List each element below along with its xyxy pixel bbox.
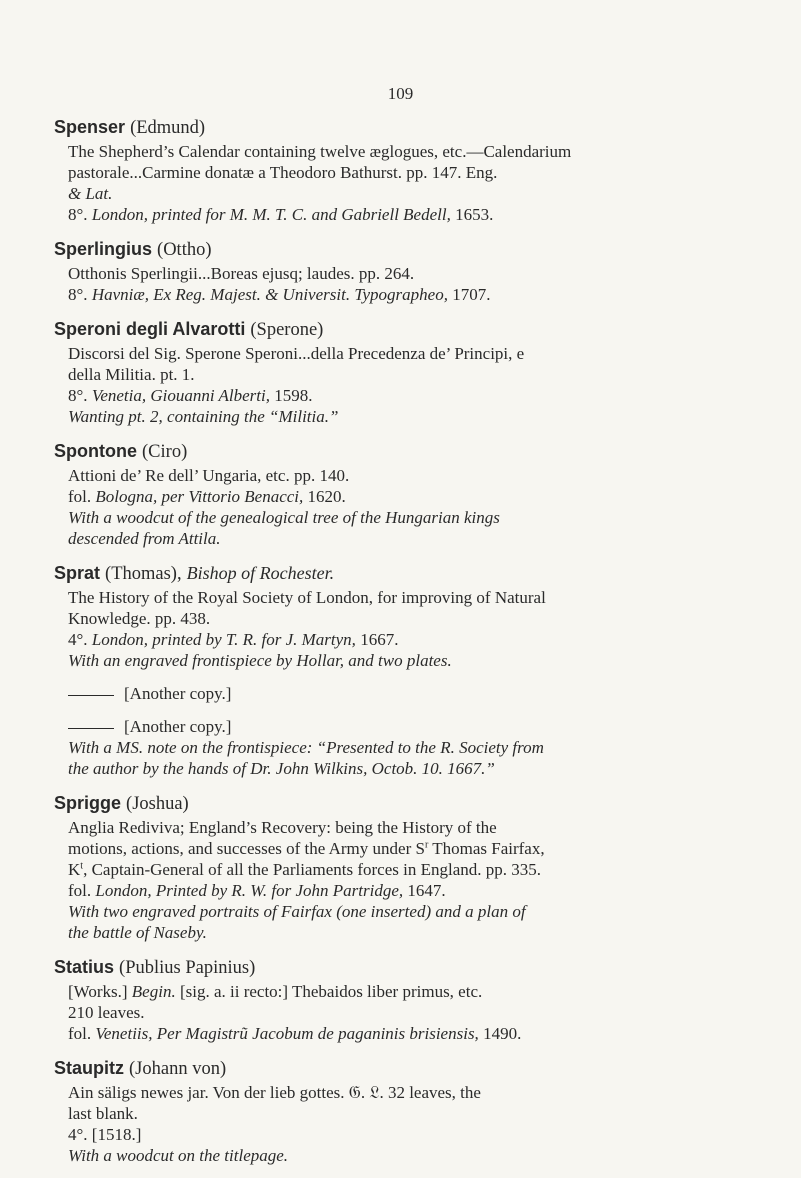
note-line: descended from Attila. [68,529,221,548]
year: 1653. [455,205,494,224]
format: fol. [68,487,92,506]
language-line: & Lat. [68,184,113,203]
entry-speroni [56,317,771,427]
note-line: With two engraved portraits of Fairfax (one inserted) and a plan of [68,902,526,921]
another-copy-line [56,716,771,737]
author-qualifier: (Johann von) [129,1059,227,1079]
copy-label: [Another copy.] [124,684,232,703]
ditto-rule [68,728,114,729]
imprint: London, printed by T. R. for J. Martyn, [91,630,356,649]
author-name: Sperlingius [54,239,153,259]
entry-heading [54,115,771,141]
imprint-line [56,385,771,406]
format: 4°. [68,630,88,649]
entry-sperlingius [56,237,771,305]
entry-sprat [56,561,771,779]
title-line: last blank. [68,1104,138,1123]
author-qualifier: (Ciro) [142,442,188,462]
title-line: The History of the Royal Society of London, for improving of Natural [68,588,546,607]
text-segment: [Works.] [68,982,128,1001]
imprint: Venetiis, Per Magistrũ Jacobum de paganinis brisiensis, [95,1024,479,1043]
author-name: Staupitz [54,1058,124,1078]
imprint: London, printed for M. M. T. C. and Gabriell Bedell, [91,205,451,224]
entry-spenser [56,115,771,225]
author-name: Statius [54,957,115,977]
year: 1620. [307,487,346,506]
imprint-line [56,629,771,650]
imprint: London, Printed by R. W. for John Partridge, [95,881,404,900]
title-line: Anglia Rediviva; England’s Recovery: being the History of the [68,818,497,837]
collation-line: 210 leaves. [68,1003,145,1022]
year: 1647. [407,881,446,900]
note-line: With a woodcut of the genealogical tree of the Hungarian kings [68,508,500,527]
imprint-line [56,486,771,507]
copy-label: [Another copy.] [124,717,232,736]
year: 1667. [360,630,399,649]
title-line [56,838,771,859]
year: 1598. [274,386,313,405]
format: fol. [68,881,92,900]
author-qualifier: (Publius Papinius) [119,958,256,978]
note-line: the author by the hands of Dr. John Wilkins, Octob. 10. 1667.” [68,759,495,778]
entry-heading [54,1056,771,1082]
author-qualifier: (Joshua) [126,794,189,814]
superscript: t [80,860,84,872]
author-qualifier: (Thomas), [105,564,182,584]
catalogue-entries [56,115,771,1178]
title-line: Discorsi del Sig. Sperone Speroni...della Precedenza de’ Principi, e [68,344,525,363]
imprint-line [56,1023,771,1044]
text-segment: Thomas Fairfax, [428,839,545,858]
author-qualifier: (Edmund) [130,118,206,138]
imprint: Havniæ, Ex Reg. Majest. & Universit. Typographeo, [91,285,448,304]
format: 8°. [68,386,88,405]
text-segment: motions, actions, and successes of the Army under S [68,839,425,858]
year: 1707. [452,285,491,304]
entry-heading [54,955,771,981]
entry-heading [54,317,771,343]
entry-heading [54,439,771,465]
another-copy-line [56,683,771,704]
note-line: With an engraved frontispiece by Hollar, and two plates. [68,651,452,670]
title-line: The Shepherd’s Calendar containing twelve æglogues, etc.—Calendarium [68,142,572,161]
text-segment: Begin. [131,982,176,1001]
author-name: Speroni degli Alvarotti [54,319,246,339]
author-name: Spenser [54,117,126,137]
title-line: Attioni de’ Re dell’ Ungaria, etc. pp. 140. [68,466,350,485]
format: fol. [68,1024,92,1043]
title-line: Knowledge. pp. 438. [68,609,211,628]
note-line: With a MS. note on the frontispiece: “Presented to the R. Society from [68,738,544,757]
format: 8°. [68,285,88,304]
text-segment: K [68,860,81,879]
format: 8°. [68,205,88,224]
entry-heading [54,791,771,817]
ditto-rule [68,695,114,696]
note-line: the battle of Naseby. [68,923,207,942]
entry-spontone [56,439,771,549]
note-line: Wanting pt. 2, containing the “Militia.” [68,407,339,426]
text-segment: [sig. a. ii recto:] Thebaidos liber primus, etc. [179,982,483,1001]
author-name: Sprigge [54,793,122,813]
imprint-line [56,880,771,901]
title-line: Ain säligs newes jar. Von der lieb gottes. 𝔊. 𝔏. 32 leaves, the [68,1083,481,1102]
superscript: r [424,839,429,851]
entry-heading [54,237,771,263]
imprint-line: 4°. [1518.] [68,1125,142,1144]
page-number: 109 [387,84,414,103]
imprint-line [56,284,771,305]
entry-heading [54,561,771,587]
year: 1490. [483,1024,522,1043]
entry-statius [56,955,771,1044]
entry-sprigge [56,791,771,943]
author-name: Spontone [54,441,137,461]
imprint-line [56,204,771,225]
text-segment: , Captain-General of all the Parliaments forces in England. pp. 335. [83,860,541,879]
title-line: pastorale...Carmine donatæ a Theodoro Bathurst. pp. 147. Eng. [68,163,498,182]
title-line [56,859,771,880]
title-line: della Militia. pt. 1. [68,365,195,384]
title-line [56,981,771,1002]
author-title: Bishop of Rochester. [186,563,335,583]
imprint: Venetia, Giouanni Alberti, [91,386,270,405]
imprint: Bologna, per Vittorio Benacci, [95,487,304,506]
author-name: Sprat [54,563,101,583]
note-line: With a woodcut on the titlepage. [68,1146,289,1165]
entry-staupitz [56,1056,771,1166]
author-qualifier: (Ottho) [157,240,212,260]
author-qualifier: (Sperone) [250,320,324,340]
title-line: Otthonis Sperlingii...Boreas ejusq; laudes. pp. 264. [68,264,415,283]
